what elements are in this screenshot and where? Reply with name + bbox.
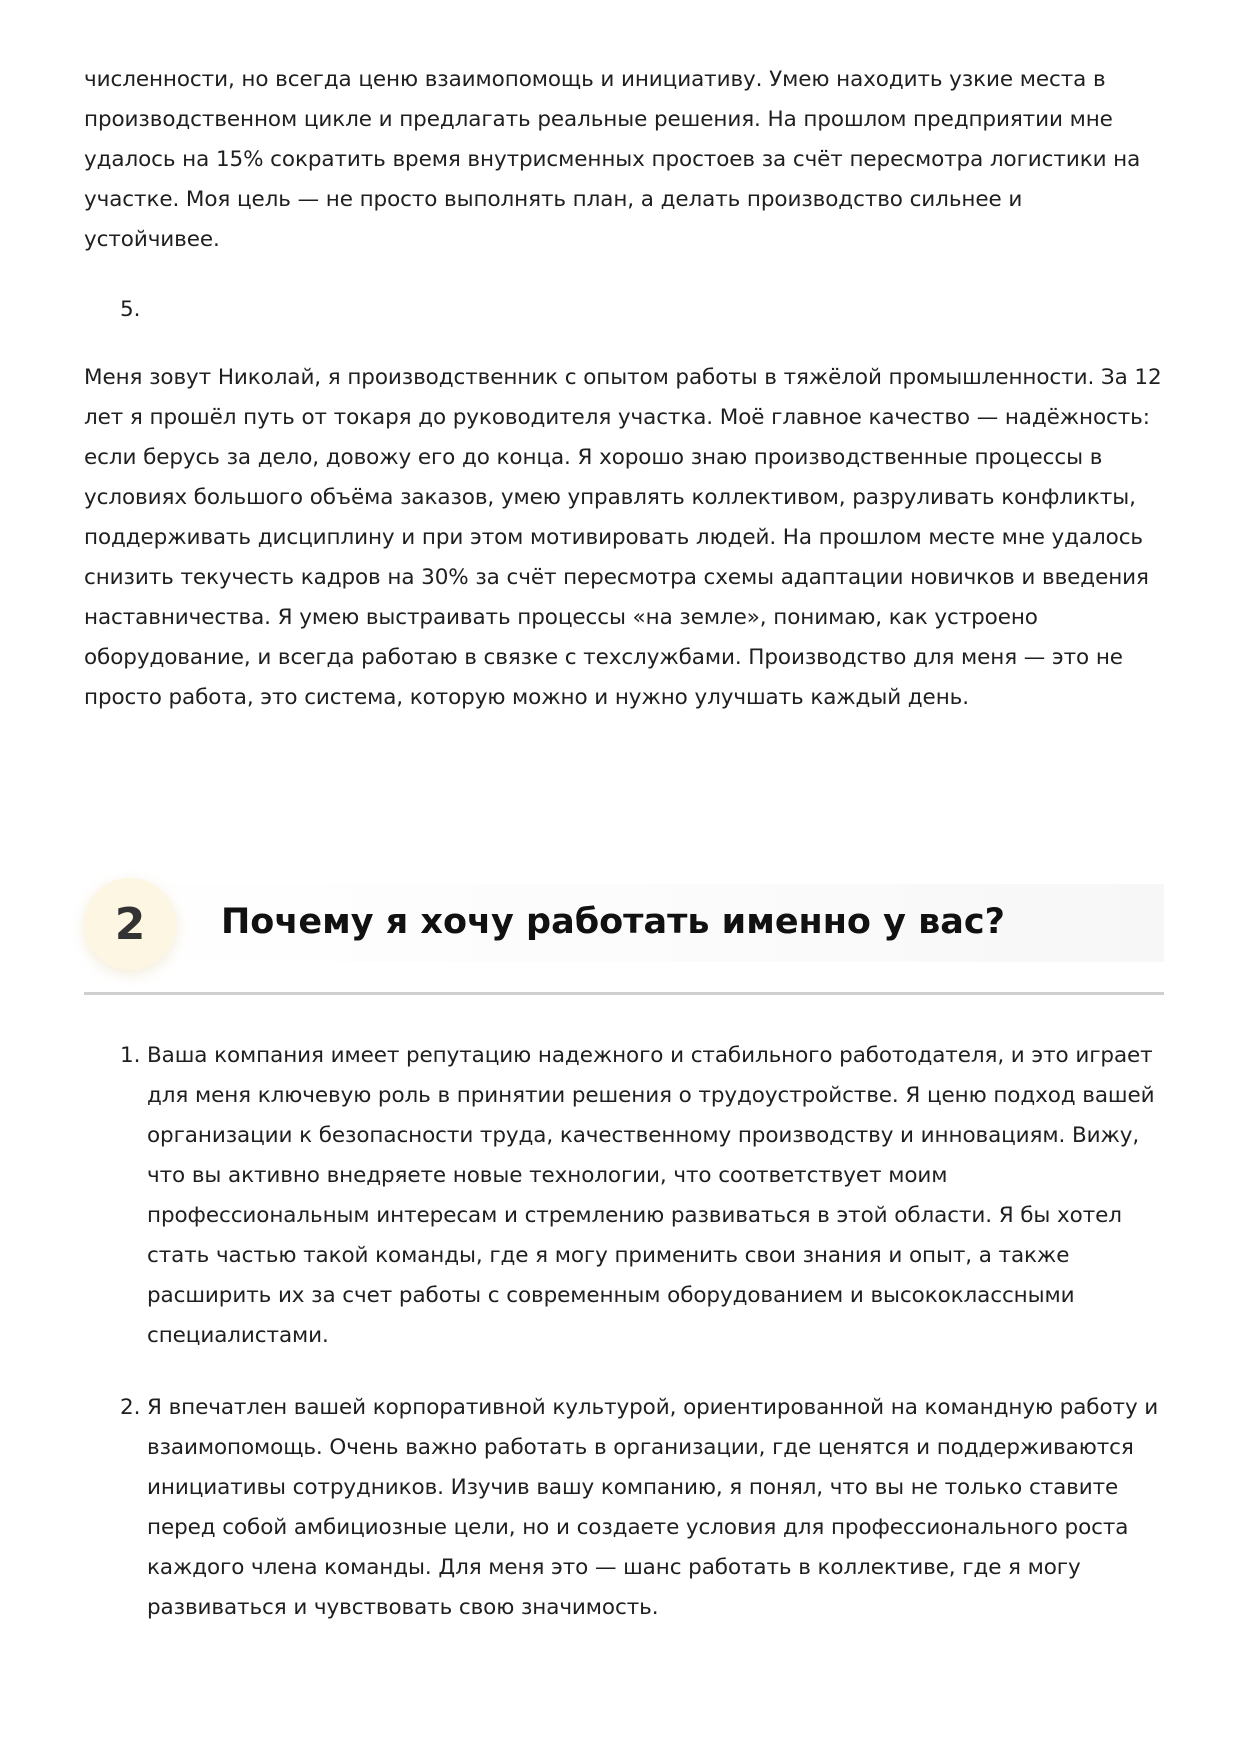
section-number-badge: 2 xyxy=(84,878,176,970)
list-item xyxy=(84,1036,1164,1356)
document-body xyxy=(84,60,1164,718)
intro-paragraph: численности, но всегда ценю взаимопомощь и инициативу. Умею находить узкие места в производственном цикле и предлагать реальные решения. На прошлом предприятии мне удалось на 15% сократить время внутрисменных простоев за счёт пересмотра логистики на участке. Моя цель — не просто выполнять план, а делать производство сильнее и устойчивее. xyxy=(84,67,1141,252)
list-item xyxy=(84,1388,1164,1628)
item-5-number: 5. xyxy=(120,297,141,322)
list-item-text: Ваша компания имеет репутацию надежного и стабильного работодателя, и это играет для меня ключевую роль в принятии решения о трудоустройстве. Я ценю подход вашей организации к безопасности труда, качественному производству и инновациям. Вижу, что вы активно внедряете новые технологии, что соответствует моим профессиональным интересам и стремлению развиваться в этой области. Я бы хотел стать частью такой команды, где я могу применить свои знания и опыт, а также расширить их за счет работы с современным оборудованием и высококлассными специалистами. xyxy=(147,1043,1155,1348)
list-item-marker: 1. xyxy=(120,1043,141,1068)
section-divider xyxy=(84,992,1164,995)
item-5-paragraph: Меня зовут Николай, я производственник с опытом работы в тяжёлой промышленности. За 12 лет я прошёл путь от токаря до руководителя участка. Моё главное качество — надёжность: если берусь за дело, довожу его до конца. Я хорошо знаю производственные процессы в условиях большого объёма заказов, умею управлять коллективом, разруливать конфликты, поддерживать дисциплину и при этом мотивировать людей. На прошлом месте мне удалось снизить текучесть кадров на 30% за счёт пересмотра схемы адаптации новичков и введения наставничества. Я умею выстраивать процессы «на земле», понимаю, как устроено оборудование, и всегда работаю в связке с техслужбами. Производство для меня — это не просто работа, это система, которую можно и нужно улучшать каждый день. xyxy=(84,365,1162,710)
list-item-text: Я впечатлен вашей корпоративной культурой, ориентированной на командную работу и взаимопомощь. Очень важно работать в организации, где ценятся и поддерживаются инициативы сотрудников. Изучив вашу компанию, я понял, что вы не только ставите перед собой амбициозные цели, но и создаете условия для профессионального роста каждого члена команды. Для меня это — шанс работать в коллективе, где я могу развиваться и чувствовать свою значимость. xyxy=(147,1395,1159,1620)
section-title: Почему я хочу работать именно у вас? xyxy=(221,902,1005,942)
answers-list xyxy=(84,1036,1164,1660)
list-item-marker: 2. xyxy=(120,1395,141,1420)
section-header xyxy=(84,878,1164,988)
